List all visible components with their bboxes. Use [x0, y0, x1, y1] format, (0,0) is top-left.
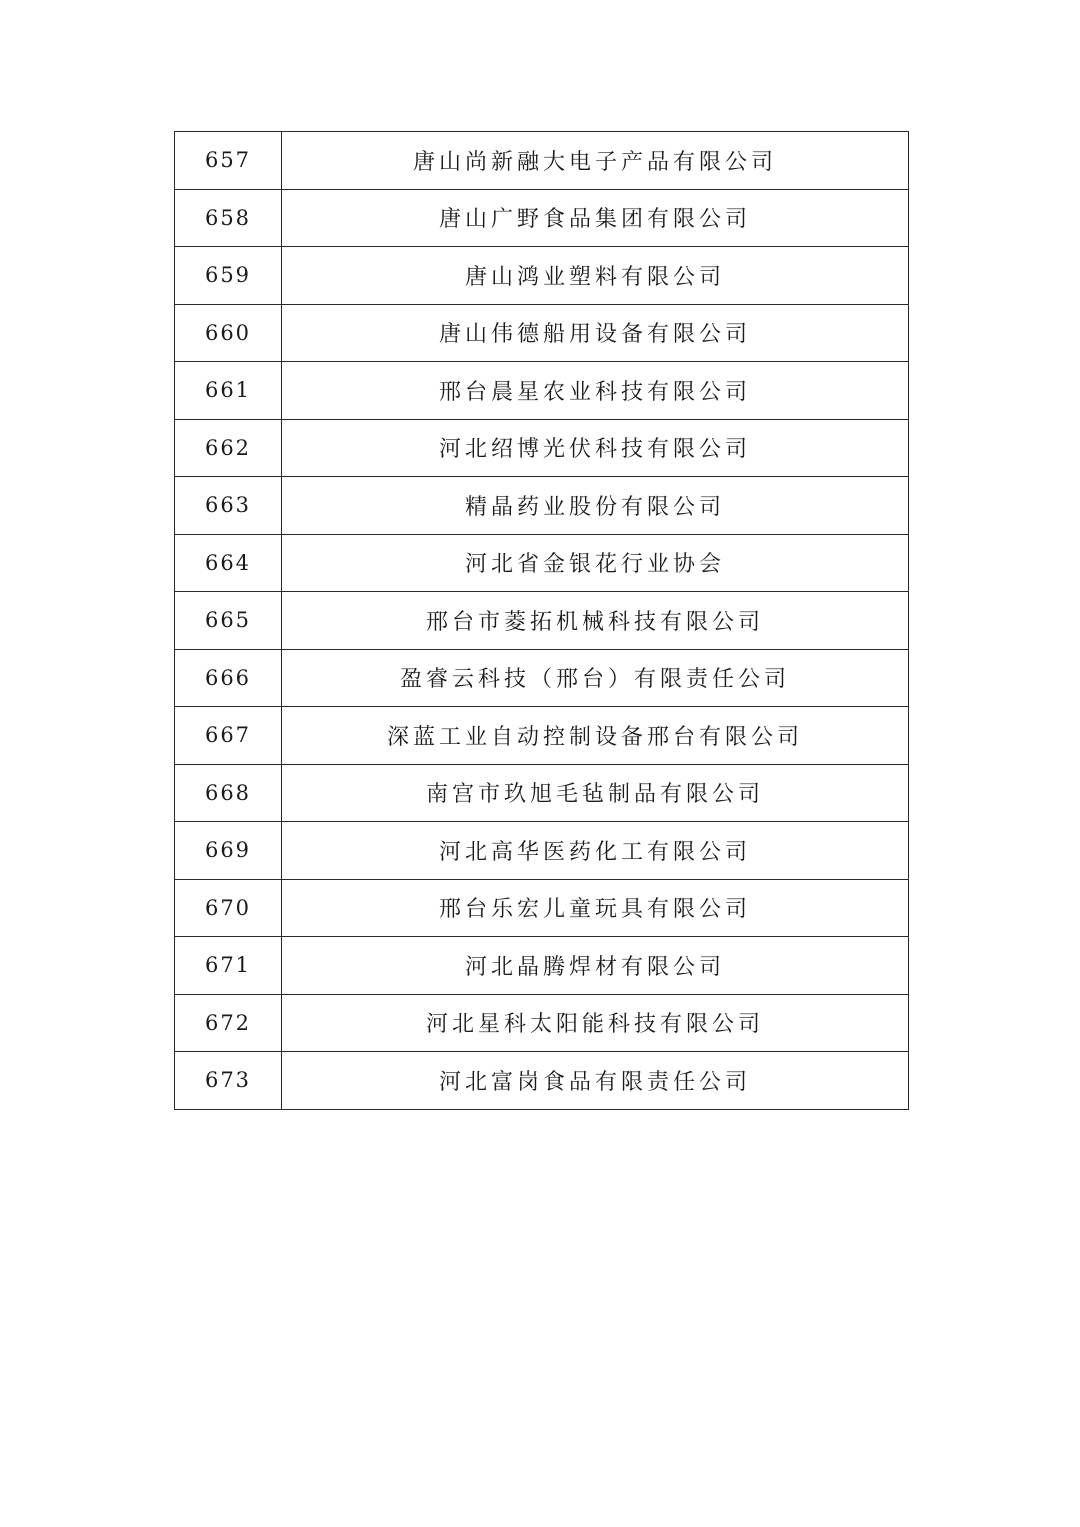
row-number: 671	[175, 937, 282, 995]
row-number: 672	[175, 994, 282, 1052]
row-number: 657	[175, 132, 282, 190]
company-name: 南宫市玖旭毛毡制品有限公司	[282, 764, 909, 822]
company-name: 河北晶腾焊材有限公司	[282, 937, 909, 995]
table-row	[175, 534, 909, 592]
table-row	[175, 937, 909, 995]
table-row	[175, 649, 909, 707]
row-number: 660	[175, 304, 282, 362]
company-name: 邢台乐宏儿童玩具有限公司	[282, 879, 909, 937]
row-number: 658	[175, 189, 282, 247]
table-row	[175, 247, 909, 305]
company-name: 邢台晨星农业科技有限公司	[282, 362, 909, 420]
company-name: 河北绍博光伏科技有限公司	[282, 419, 909, 477]
table-row	[175, 764, 909, 822]
company-name: 盈睿云科技（邢台）有限责任公司	[282, 649, 909, 707]
row-number: 666	[175, 649, 282, 707]
table-row	[175, 362, 909, 420]
company-name: 河北省金银花行业协会	[282, 534, 909, 592]
table-row	[175, 994, 909, 1052]
row-number: 662	[175, 419, 282, 477]
row-number: 663	[175, 477, 282, 535]
row-number: 665	[175, 592, 282, 650]
table-row	[175, 707, 909, 765]
row-number: 668	[175, 764, 282, 822]
company-name: 深蓝工业自动控制设备邢台有限公司	[282, 707, 909, 765]
row-number: 667	[175, 707, 282, 765]
table-row	[175, 1052, 909, 1110]
table-row	[175, 419, 909, 477]
company-name: 河北星科太阳能科技有限公司	[282, 994, 909, 1052]
company-name: 河北高华医药化工有限公司	[282, 822, 909, 880]
company-name: 唐山伟德船用设备有限公司	[282, 304, 909, 362]
table-row	[175, 879, 909, 937]
table-row	[175, 822, 909, 880]
company-name: 唐山广野食品集团有限公司	[282, 189, 909, 247]
company-name: 河北富岗食品有限责任公司	[282, 1052, 909, 1110]
table-row	[175, 132, 909, 190]
company-name: 唐山尚新融大电子产品有限公司	[282, 132, 909, 190]
row-number: 670	[175, 879, 282, 937]
row-number: 664	[175, 534, 282, 592]
company-name: 邢台市菱拓机械科技有限公司	[282, 592, 909, 650]
company-name: 精晶药业股份有限公司	[282, 477, 909, 535]
table-row	[175, 477, 909, 535]
row-number: 669	[175, 822, 282, 880]
table-row	[175, 592, 909, 650]
table-row	[175, 189, 909, 247]
row-number: 673	[175, 1052, 282, 1110]
row-number: 659	[175, 247, 282, 305]
row-number: 661	[175, 362, 282, 420]
table-row	[175, 304, 909, 362]
company-name: 唐山鸿业塑料有限公司	[282, 247, 909, 305]
company-list-table	[174, 131, 909, 1110]
